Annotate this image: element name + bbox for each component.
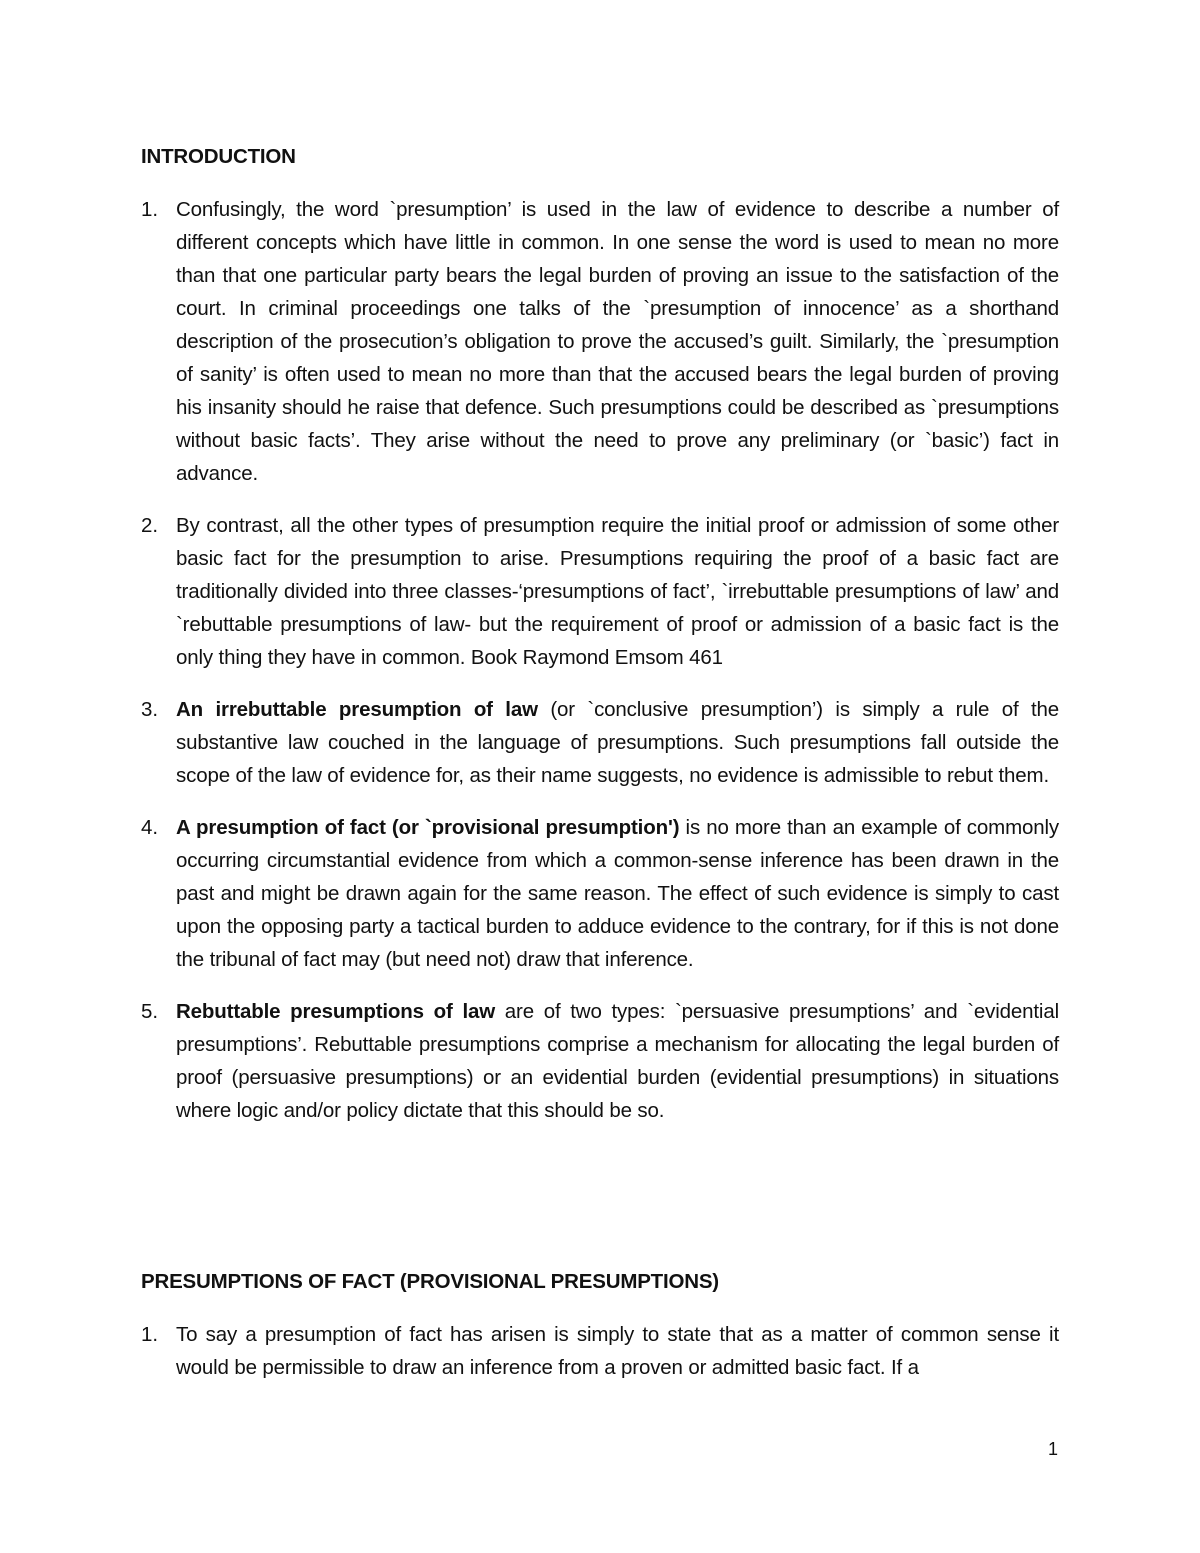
item-text bbox=[176, 693, 1059, 792]
introduction-heading: INTRODUCTION bbox=[141, 145, 296, 168]
item-text bbox=[176, 811, 1059, 976]
list-item bbox=[141, 693, 1059, 792]
list-item bbox=[141, 509, 1059, 674]
item-bold-term: A presumption of fact (or `provisional presumption') bbox=[176, 816, 680, 839]
item-number: 1. bbox=[141, 1323, 159, 1346]
item-rest-text: (or `conclusive presumption’) is simply a rule of the substantive law couched in the language of presumptions. Such presumptions fall outside the scope of the law of evidence for, as their name suggests, no evidence is admissible to rebut them. bbox=[176, 698, 1059, 787]
list-item bbox=[141, 811, 1059, 976]
item-number: 4. bbox=[141, 816, 159, 839]
introduction-list bbox=[141, 193, 1059, 1146]
item-text: To say a presumption of fact has arisen is simply to state that as a matter of common sense it would be permissible to draw an inference from a proven or admitted basic fact. If a bbox=[176, 1323, 1059, 1379]
presumptions-of-fact-heading: PRESUMPTIONS OF FACT (PROVISIONAL PRESUMPTIONS) bbox=[141, 1270, 719, 1293]
item-rest-text: is no more than an example of commonly occurring circumstantial evidence from which a common-sense inference has been drawn in the past and might be drawn again for the same reason. The effect of such evidence is simply to cast upon the opposing party a tactical burden to adduce evidence to the contrary, for if this is not done the tribunal of fact may (but need not) draw that inference. bbox=[176, 816, 1059, 971]
item-number: 2. bbox=[141, 514, 159, 537]
list-item bbox=[141, 193, 1059, 490]
item-bold-term: Rebuttable presumptions of law bbox=[176, 1000, 496, 1023]
item-number: 1. bbox=[141, 198, 159, 221]
item-bold-term: An irrebuttable presumption of law bbox=[176, 698, 538, 721]
item-number: 3. bbox=[141, 698, 159, 721]
item-number: 5. bbox=[141, 1000, 159, 1023]
list-item bbox=[141, 1318, 1059, 1384]
item-text: Confusingly, the word `presumption’ is used in the law of evidence to describe a number of different concepts which have little in common. In one sense the word is used to mean no more than that one particular party bears the legal burden of proving an issue to the satisfaction of the court. In criminal proceedings one talks of the `presumption of innocence’ as a shorthand description of the prosecution’s obligation to prove the accused’s guilt. Similarly, the `presumption of sanity’ is often used to mean no more than that the accused bears the legal burden of proving his insanity should he raise that defence. Such presumptions could be described as `presumptions without basic facts’. They arise without the need to prove any preliminary (or `basic’) fact in advance. bbox=[176, 198, 1059, 485]
item-text: By contrast, all the other types of presumption require the initial proof or admission of some other basic fact for the presumption to arise. Presumptions requiring the proof of a basic fact are traditionally divided into three classes-‘presumptions of fact’, `irrebuttable presumptions of law’ and `rebuttable presumptions of law- but the requirement of proof or admission of a basic fact is the only thing they have in common. Book Raymond Emsom 461 bbox=[176, 514, 1059, 669]
page-number: 1 bbox=[1048, 1439, 1059, 1459]
list-item bbox=[141, 995, 1059, 1127]
item-text bbox=[176, 995, 1059, 1127]
item-rest-text: are of two types: `persuasive presumptions’ and `evidential presumptions’. Rebuttable presumptions comprise a mechanism for allocating the legal burden of proof (persuasive presumptions) or an evidential burden (evidential presumptions) in situations where logic and/or policy dictate that this should be so. bbox=[176, 1000, 1059, 1122]
presumptions-of-fact-list bbox=[141, 1318, 1059, 1403]
